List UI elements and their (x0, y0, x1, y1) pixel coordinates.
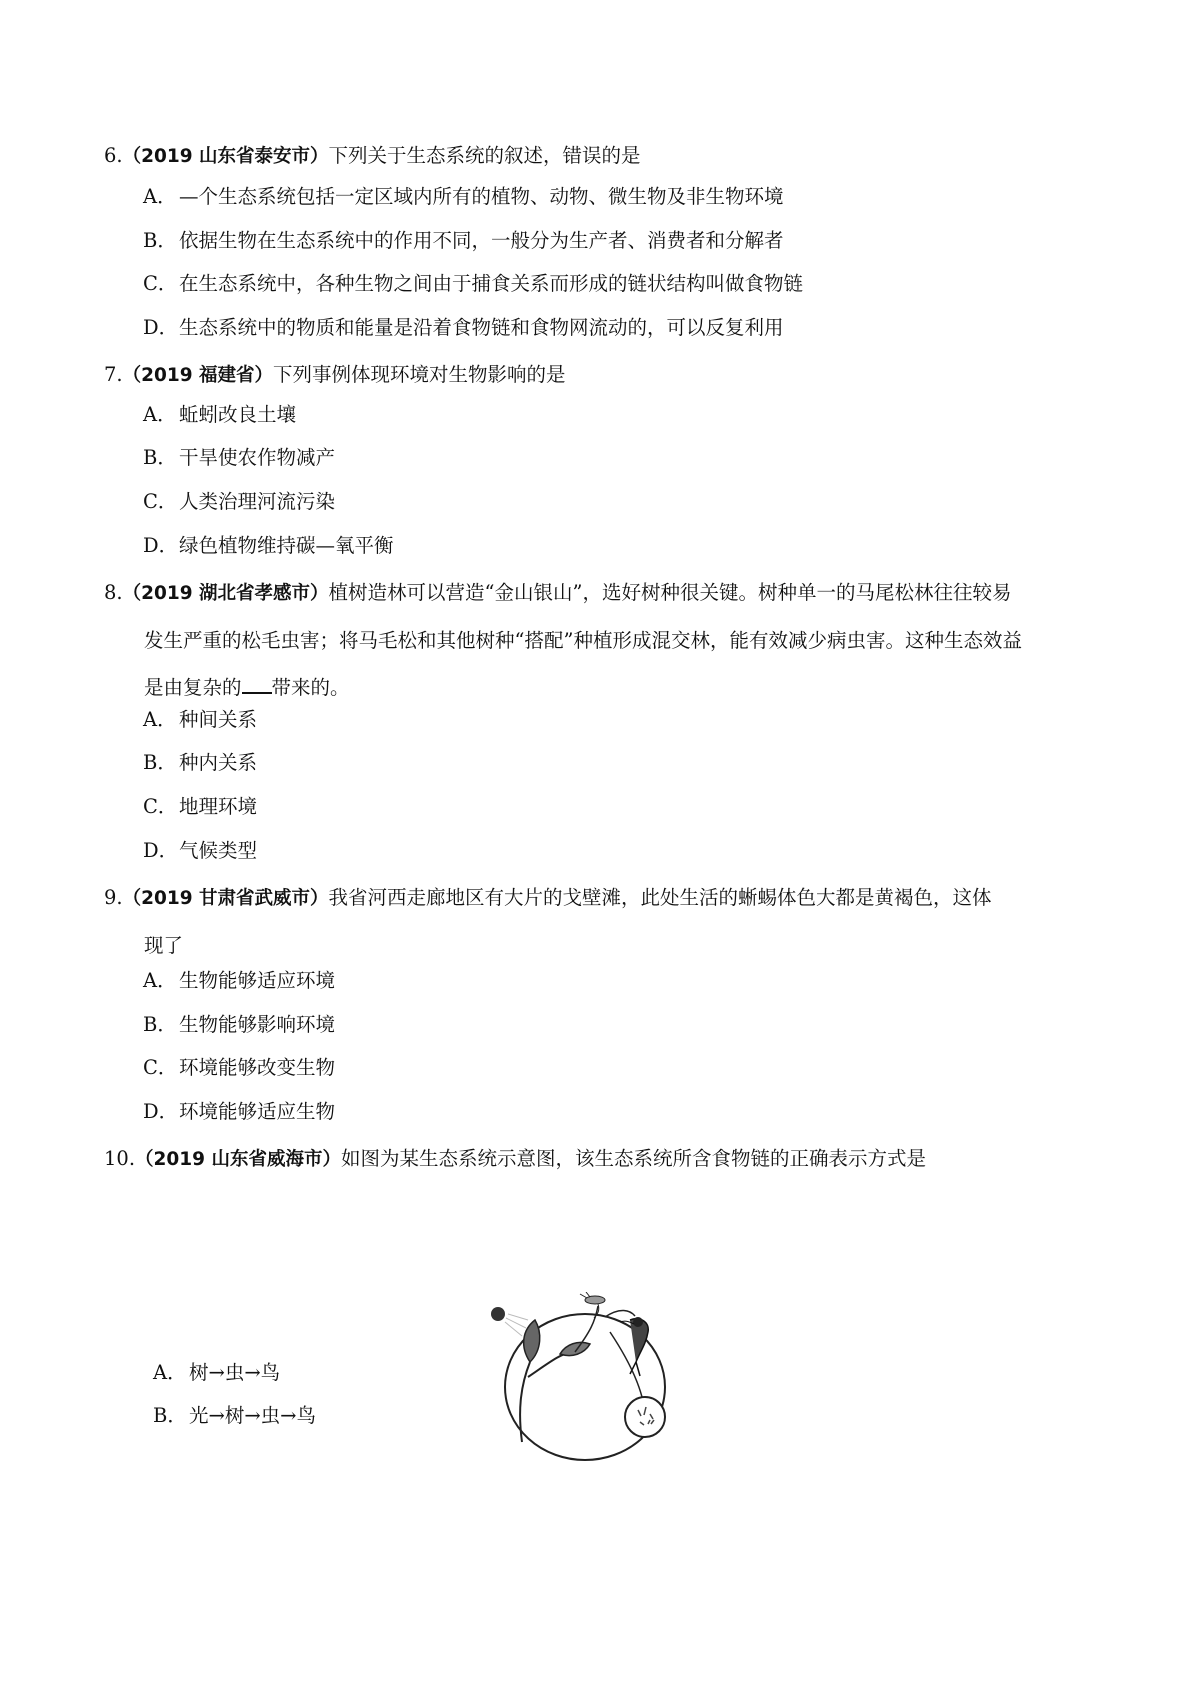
question-source: （2019 山东省威海市） (135, 1149, 341, 1170)
option-a: A． —个生态系统包括一定区域内所有的植物、动物、微生物及非生物环境 (143, 185, 784, 208)
question-number: 8. (104, 581, 123, 604)
option-c: C．地理环境 (143, 795, 258, 818)
option-a: A． 蚯蚓改良土壤 (143, 403, 297, 426)
question-stem: 下列关于生态系统的叙述，错误的是 (328, 144, 641, 167)
question-6 (104, 132, 1104, 180)
question-9 (104, 874, 1104, 969)
question-number: 10. (104, 1147, 136, 1170)
option-b: B． 光→树→虫→鸟 (153, 1404, 317, 1427)
question-source: （2019 甘肃省武威市） (122, 888, 329, 909)
question-source: （2019 福建省） (122, 365, 274, 386)
option-b: B． 依据生物在生态系统中的作用不同，一般分为生产者、消费者和分解者 (143, 229, 784, 252)
question-number: 6. (104, 144, 123, 167)
question-number: 7. (104, 363, 123, 386)
option-c: C．人类治理河流污染 (143, 490, 336, 513)
option-c: C．在生态系统中，各种生物之间由于捕食关系而形成的链状结构叫做食物链 (143, 272, 804, 295)
option-b: B． 生物能够影响环境 (143, 1013, 336, 1036)
option-a: A． 种间关系 (143, 708, 258, 731)
sun-rays (505, 1314, 528, 1336)
question-stem-line-1: 我省河西走廊地区有大片的戈壁滩，此处生活的蜥蜴体色大都是黄褐色，这体 (328, 886, 992, 909)
question-stem: 如图为某生态系统示意图，该生态系统所含食物链的正确表示方式是 (340, 1147, 926, 1170)
option-d: D．绿色植物维持碳—氧平衡 (143, 534, 394, 557)
option-d: D．气候类型 (143, 839, 258, 862)
option-c: C．环境能够改变生物 (143, 1056, 336, 1079)
option-a: A． 生物能够适应环境 (143, 969, 336, 992)
question-number: 9. (104, 886, 123, 909)
question-stem-line-3: 是由复杂的 带来的。 (144, 676, 350, 699)
option-b: B． 干旱使农作物减产 (143, 446, 336, 469)
question-7 (104, 351, 1104, 399)
question-10 (104, 1135, 1104, 1183)
option-d: D．生态系统中的物质和能量是沿着食物链和食物网流动的，可以反复利用 (143, 316, 784, 339)
question-source: （2019 山东省泰安市） (122, 146, 329, 167)
question-8 (104, 569, 1104, 711)
option-d: D．环境能够适应生物 (143, 1100, 336, 1123)
option-b: B． 种内关系 (143, 751, 258, 774)
answer-blank (242, 674, 272, 694)
question-source: （2019 湖北省孝感市） (122, 583, 329, 604)
question-stem-line-2: 现了 (144, 934, 184, 957)
question-stem-line-2: 发生严重的松毛虫害；将马毛松和其他树种“搭配”种植形成混交林，能有效减少病虫害。这种生态效益 (144, 629, 1022, 652)
option-a: A． 树→虫→鸟 (153, 1361, 281, 1384)
arrow-insect-to-bird (605, 1310, 635, 1317)
question-stem: 下列事例体现环境对生物影响的是 (273, 363, 566, 386)
question-stem-line-1: 植树造林可以营造“金山银山”，选好树种很关键。树种单一的马尾松林往往较易 (328, 581, 1012, 604)
sun-icon (491, 1307, 505, 1321)
